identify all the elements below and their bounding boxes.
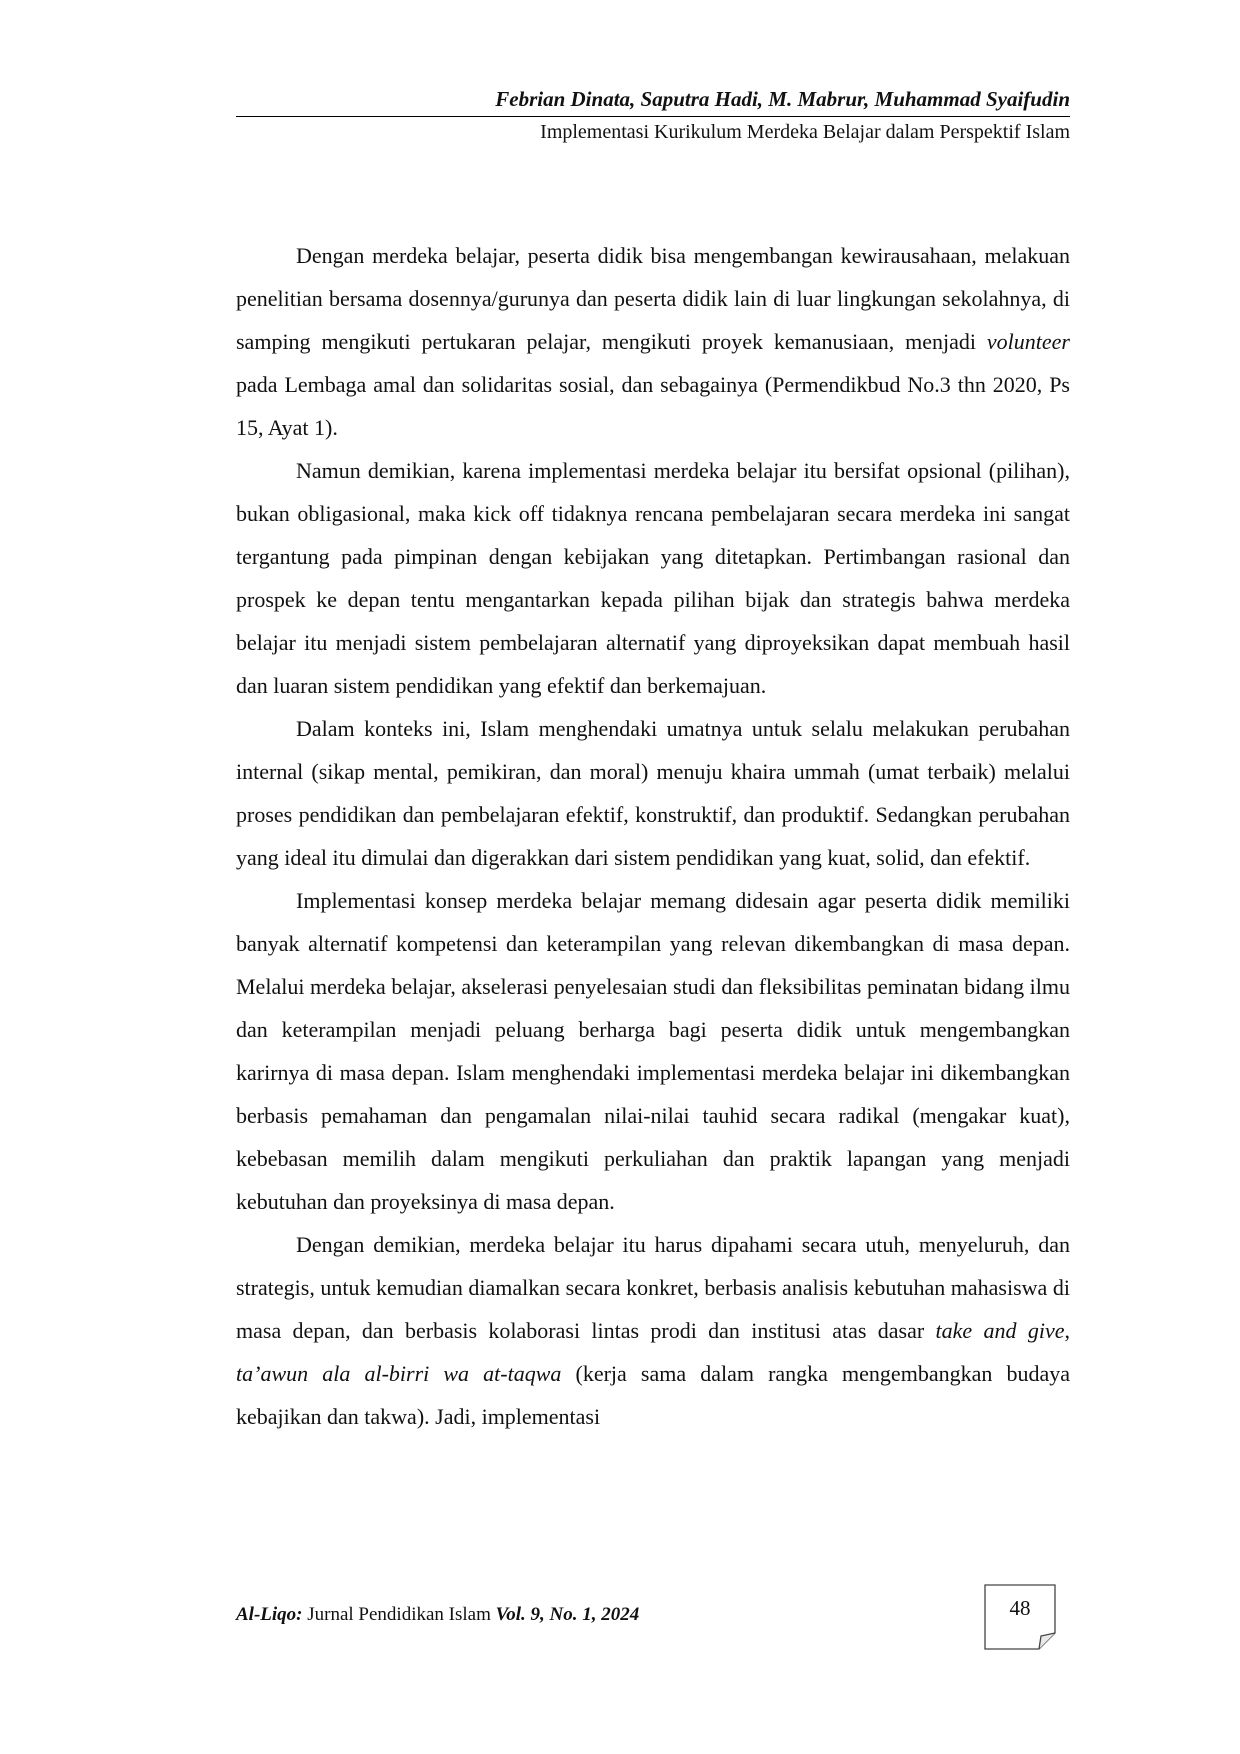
paragraph-5-italic-2: ta’awun ala al-birri wa at-taqwa <box>236 1361 562 1386</box>
paragraph-5-italic-1: take and give <box>935 1318 1065 1343</box>
header-authors: Febrian Dinata, Saputra Hadi, M. Mabrur, Muhammad Syaifudin <box>495 87 1070 111</box>
journal-footer <box>236 1604 639 1626</box>
paragraph-5-text-b: (kerja sama dalam rangka mengembangkan budaya kebajikan dan takwa). Jadi, implementasi <box>236 1361 1070 1429</box>
page-number: 48 <box>1009 1596 1031 1620</box>
paragraph-5-separator: , <box>1064 1318 1070 1343</box>
running-header <box>236 86 1070 145</box>
paragraph-2: Namun demikian, karena implementasi merdeka belajar itu bersifat opsional (pilihan), bukan obligasional, maka kick off tidaknya rencana pembelajaran secara merdeka ini sangat tergantung pada pimpinan dengan kebijakan yang ditetapkan. Pertimbangan rasional dan prospek ke depan tentu mengantarkan kepada pilihan bijak dan strategis bahwa merdeka belajar itu menjadi sistem pembelajaran alternatif yang diproyeksikan dapat membuah hasil dan luaran sistem pendidikan yang efektif dan berkemajuan. <box>236 458 1070 698</box>
paragraph-4: Implementasi konsep merdeka belajar memang didesain agar peserta didik memiliki banyak alternatif kompetensi dan keterampilan yang relevan dikembangkan di masa depan. Melalui merdeka belajar, akselerasi penyelesaian studi dan fleksibilitas peminatan bidang ilmu dan keterampilan menjadi peluang berharga bagi peserta didik untuk mengembangkan karirnya di masa depan. Islam menghendaki implementasi merdeka belajar ini dikembangkan berbasis pemahaman dan pengamalan nilai-nilai tauhid secara radikal (mengakar kuat), kebebasan memilih dalam mengikuti perkuliahan dan praktik lapangan yang menjadi kebutuhan dan proyeksinya di masa depan. <box>236 888 1070 1214</box>
paragraph-5-text-a: Dengan demikian, merdeka belajar itu harus dipahami secara utuh, menyeluruh, dan strategis, untuk kemudian diamalkan secara konkret, berbasis analisis kebutuhan mahasiswa di masa depan, dan berbasis kolaborasi lintas prodi dan institusi atas dasar <box>236 1232 1070 1343</box>
paragraph-1-italic: volunteer <box>986 329 1070 354</box>
journal-name: Jurnal Pendidikan Islam <box>302 1604 496 1625</box>
header-rule <box>236 116 1070 117</box>
paragraph-5 <box>236 1223 1070 1438</box>
header-title: Implementasi Kurikulum Merdeka Belajar dalam Perspektif Islam <box>540 121 1070 143</box>
journal-short-name: Al-Liqo: <box>236 1604 303 1625</box>
paragraph-1-text-b: pada Lembaga amal dan solidaritas sosial, dan sebagainya (Permendikbud No.3 thn 2020, Ps 15, Ayat 1). <box>236 372 1070 440</box>
paragraph-3: Dalam konteks ini, Islam menghendaki umatnya untuk selalu melakukan perubahan internal (sikap mental, pemikiran, dan moral) menuju khaira ummah (umat terbaik) melalui proses pendidikan dan pembelajaran efektif, konstruktif, dan produktif. Sedangkan perubahan yang ideal itu dimulai dan digerakkan dari sistem pendidikan yang kuat, solid, dan efektif. <box>236 716 1070 870</box>
body-text <box>236 234 1070 1438</box>
paragraph-1 <box>236 234 1070 449</box>
paragraph-1-text-a: Dengan merdeka belajar, peserta didik bisa mengembangan kewirausahaan, melakuan penelitian bersama dosennya/gurunya dan peserta didik lain di luar lingkungan sekolahnya, di samping mengikuti pertukaran pelajar, mengikuti proyek kemanusiaan, menjadi <box>236 243 1070 354</box>
page-number-box <box>984 1584 1056 1650</box>
journal-volume: Vol. 9, No. 1, 2024 <box>495 1604 640 1625</box>
